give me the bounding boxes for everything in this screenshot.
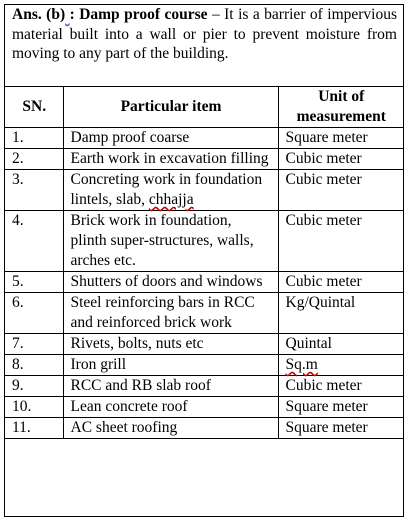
table-row <box>5 272 403 293</box>
table-row <box>5 376 403 397</box>
measurement-table <box>5 87 403 439</box>
header-item: Particular item <box>63 87 278 128</box>
row-sn: 7. <box>5 334 63 355</box>
table-row <box>5 170 403 211</box>
table-header-row <box>5 87 403 128</box>
unit-text: Sq.m <box>285 356 318 373</box>
table-row <box>5 293 403 334</box>
row-unit: Cubic meter <box>278 376 403 397</box>
row-item: Concreting work in foundation lintels, slab, chhajja <box>63 170 278 211</box>
row-sn: 9. <box>5 376 63 397</box>
row-unit: Quintal <box>278 334 403 355</box>
row-unit: Square meter <box>278 418 403 439</box>
row-unit: Square meter <box>278 128 403 149</box>
table-row <box>5 355 403 376</box>
misspelled-word: chhajja <box>148 191 194 208</box>
row-item: Steel reinforcing bars in RCC and reinforced brick work <box>63 293 278 334</box>
row-sn: 2. <box>5 149 63 170</box>
row-sn: 10. <box>5 397 63 418</box>
row-item: Lean concrete roof <box>63 397 278 418</box>
answer-intro <box>5 5 403 87</box>
row-sn: 5. <box>5 272 63 293</box>
row-item: AC sheet roofing <box>63 418 278 439</box>
row-item: Damp proof coarse <box>63 128 278 149</box>
row-item: RCC and RB slab roof <box>63 376 278 397</box>
row-item: Shutters of doors and windows <box>63 272 278 293</box>
header-unit: Unit of measurement <box>278 87 403 128</box>
row-unit: Cubic meter <box>278 149 403 170</box>
row-unit <box>278 355 403 376</box>
row-sn: 8. <box>5 355 63 376</box>
answer-box <box>4 4 404 517</box>
row-sn: 4. <box>5 211 63 272</box>
row-sn: 3. <box>5 170 63 211</box>
row-item: Brick work in foundation, plinth super-structures, walls, arches etc. <box>63 211 278 272</box>
row-item: Rivets, bolts, nuts etc <box>63 334 278 355</box>
table-row <box>5 397 403 418</box>
row-unit: Cubic meter <box>278 211 403 272</box>
table-row <box>5 149 403 170</box>
table-row <box>5 211 403 272</box>
row-item: Earth work in excavation filling <box>63 149 278 170</box>
definition: – It is a barrier of impervious material built into a wall or pier to prevent moisture from moving to any part of the building. <box>12 6 398 62</box>
row-sn: 6. <box>5 293 63 334</box>
answer-label: Ans. (b) : Damp proof course <box>12 6 208 23</box>
row-unit: Cubic meter <box>278 272 403 293</box>
row-unit: Cubic meter <box>278 170 403 211</box>
row-sn: 11. <box>5 418 63 439</box>
table-row <box>5 128 403 149</box>
term: Damp proof course <box>79 6 208 23</box>
table-row <box>5 334 403 355</box>
row-unit: Kg/Quintal <box>278 293 403 334</box>
row-item: Iron grill <box>63 355 278 376</box>
header-sn: SN. <box>5 87 63 128</box>
row-sn: 1. <box>5 128 63 149</box>
row-unit: Square meter <box>278 397 403 418</box>
table-row <box>5 418 403 439</box>
